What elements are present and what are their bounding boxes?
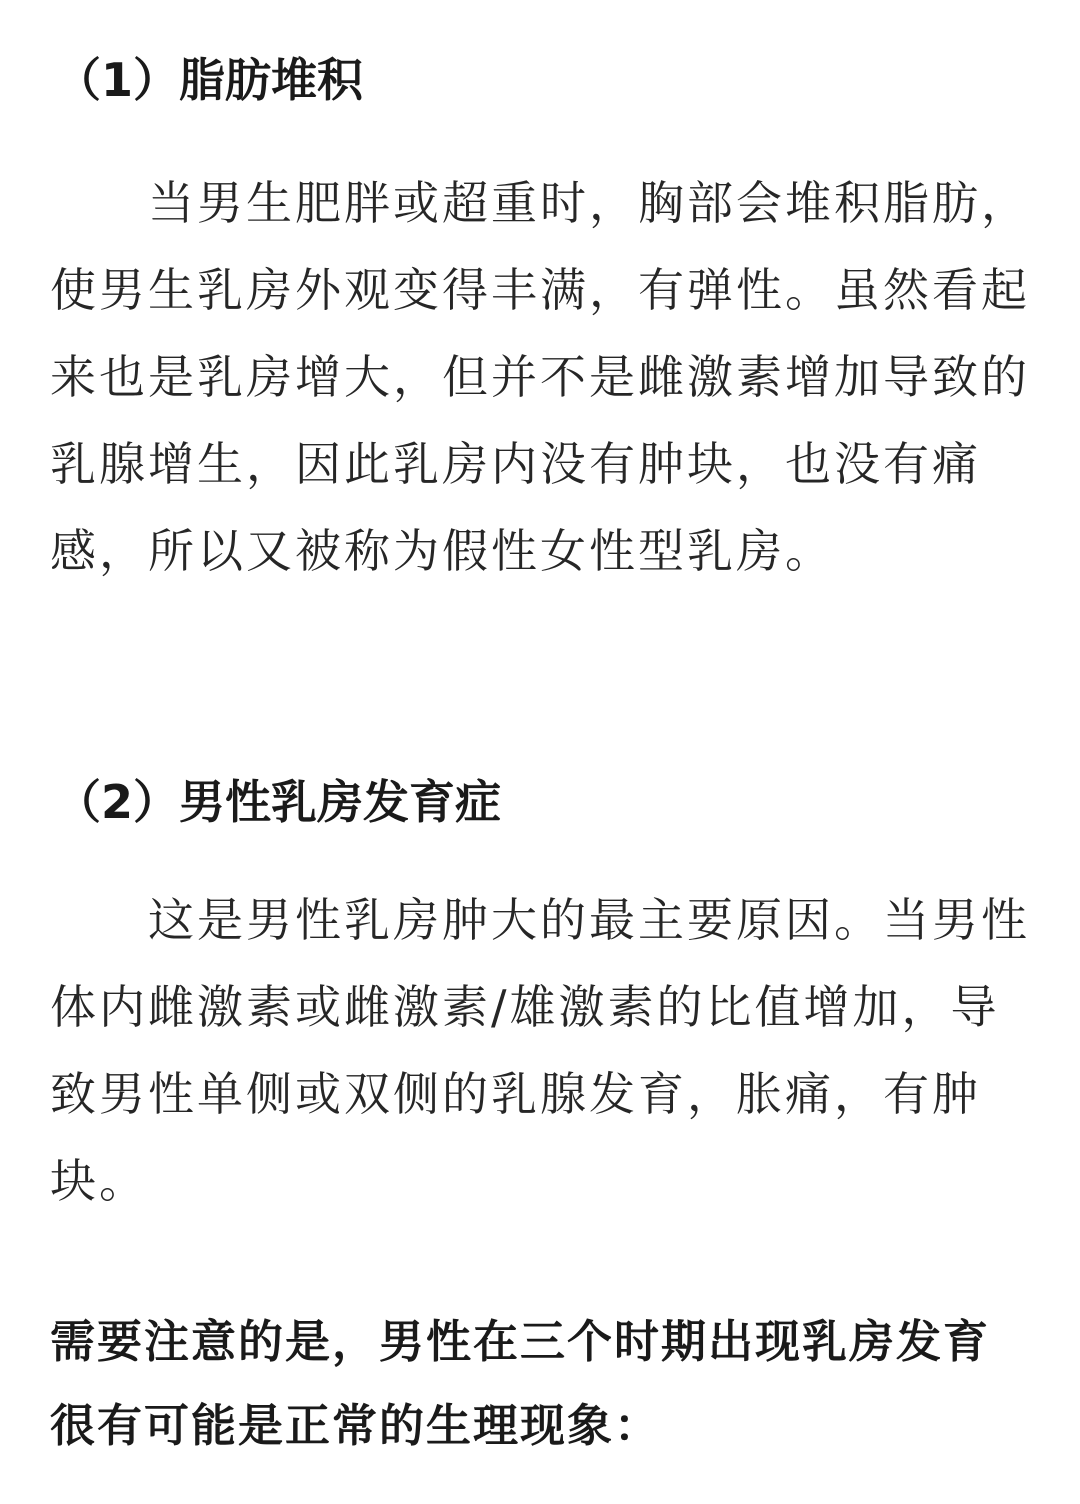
section-body-fat-accumulation: 当男生肥胖或超重时，胸部会堆积脂肪，使男生乳房外观变得丰满，有弹性。虽然看起来也是乳房增大，但并不是雌激素增加导致的乳腺增生，因此乳房内没有肿块，也没有痛感，所以又被称为假性女性型乳房。 [50,176,1030,578]
bold-note: 需要注意的是，男性在三个时期出现乳房发育很有可能是正常的生理现象： [50,1315,991,1452]
section-heading-gynecomastia: （2）男性乳房发育症 [55,775,502,829]
section-body-gynecomastia: 这是男性乳房肿大的最主要原因。当男性体内雌激素或雌激素/雄激素的比值增加，导致男性单侧或双侧的乳腺发育，胀痛，有肿块。 [50,893,1030,1208]
section-heading-fat-accumulation: （1）脂肪堆积 [55,53,364,107]
